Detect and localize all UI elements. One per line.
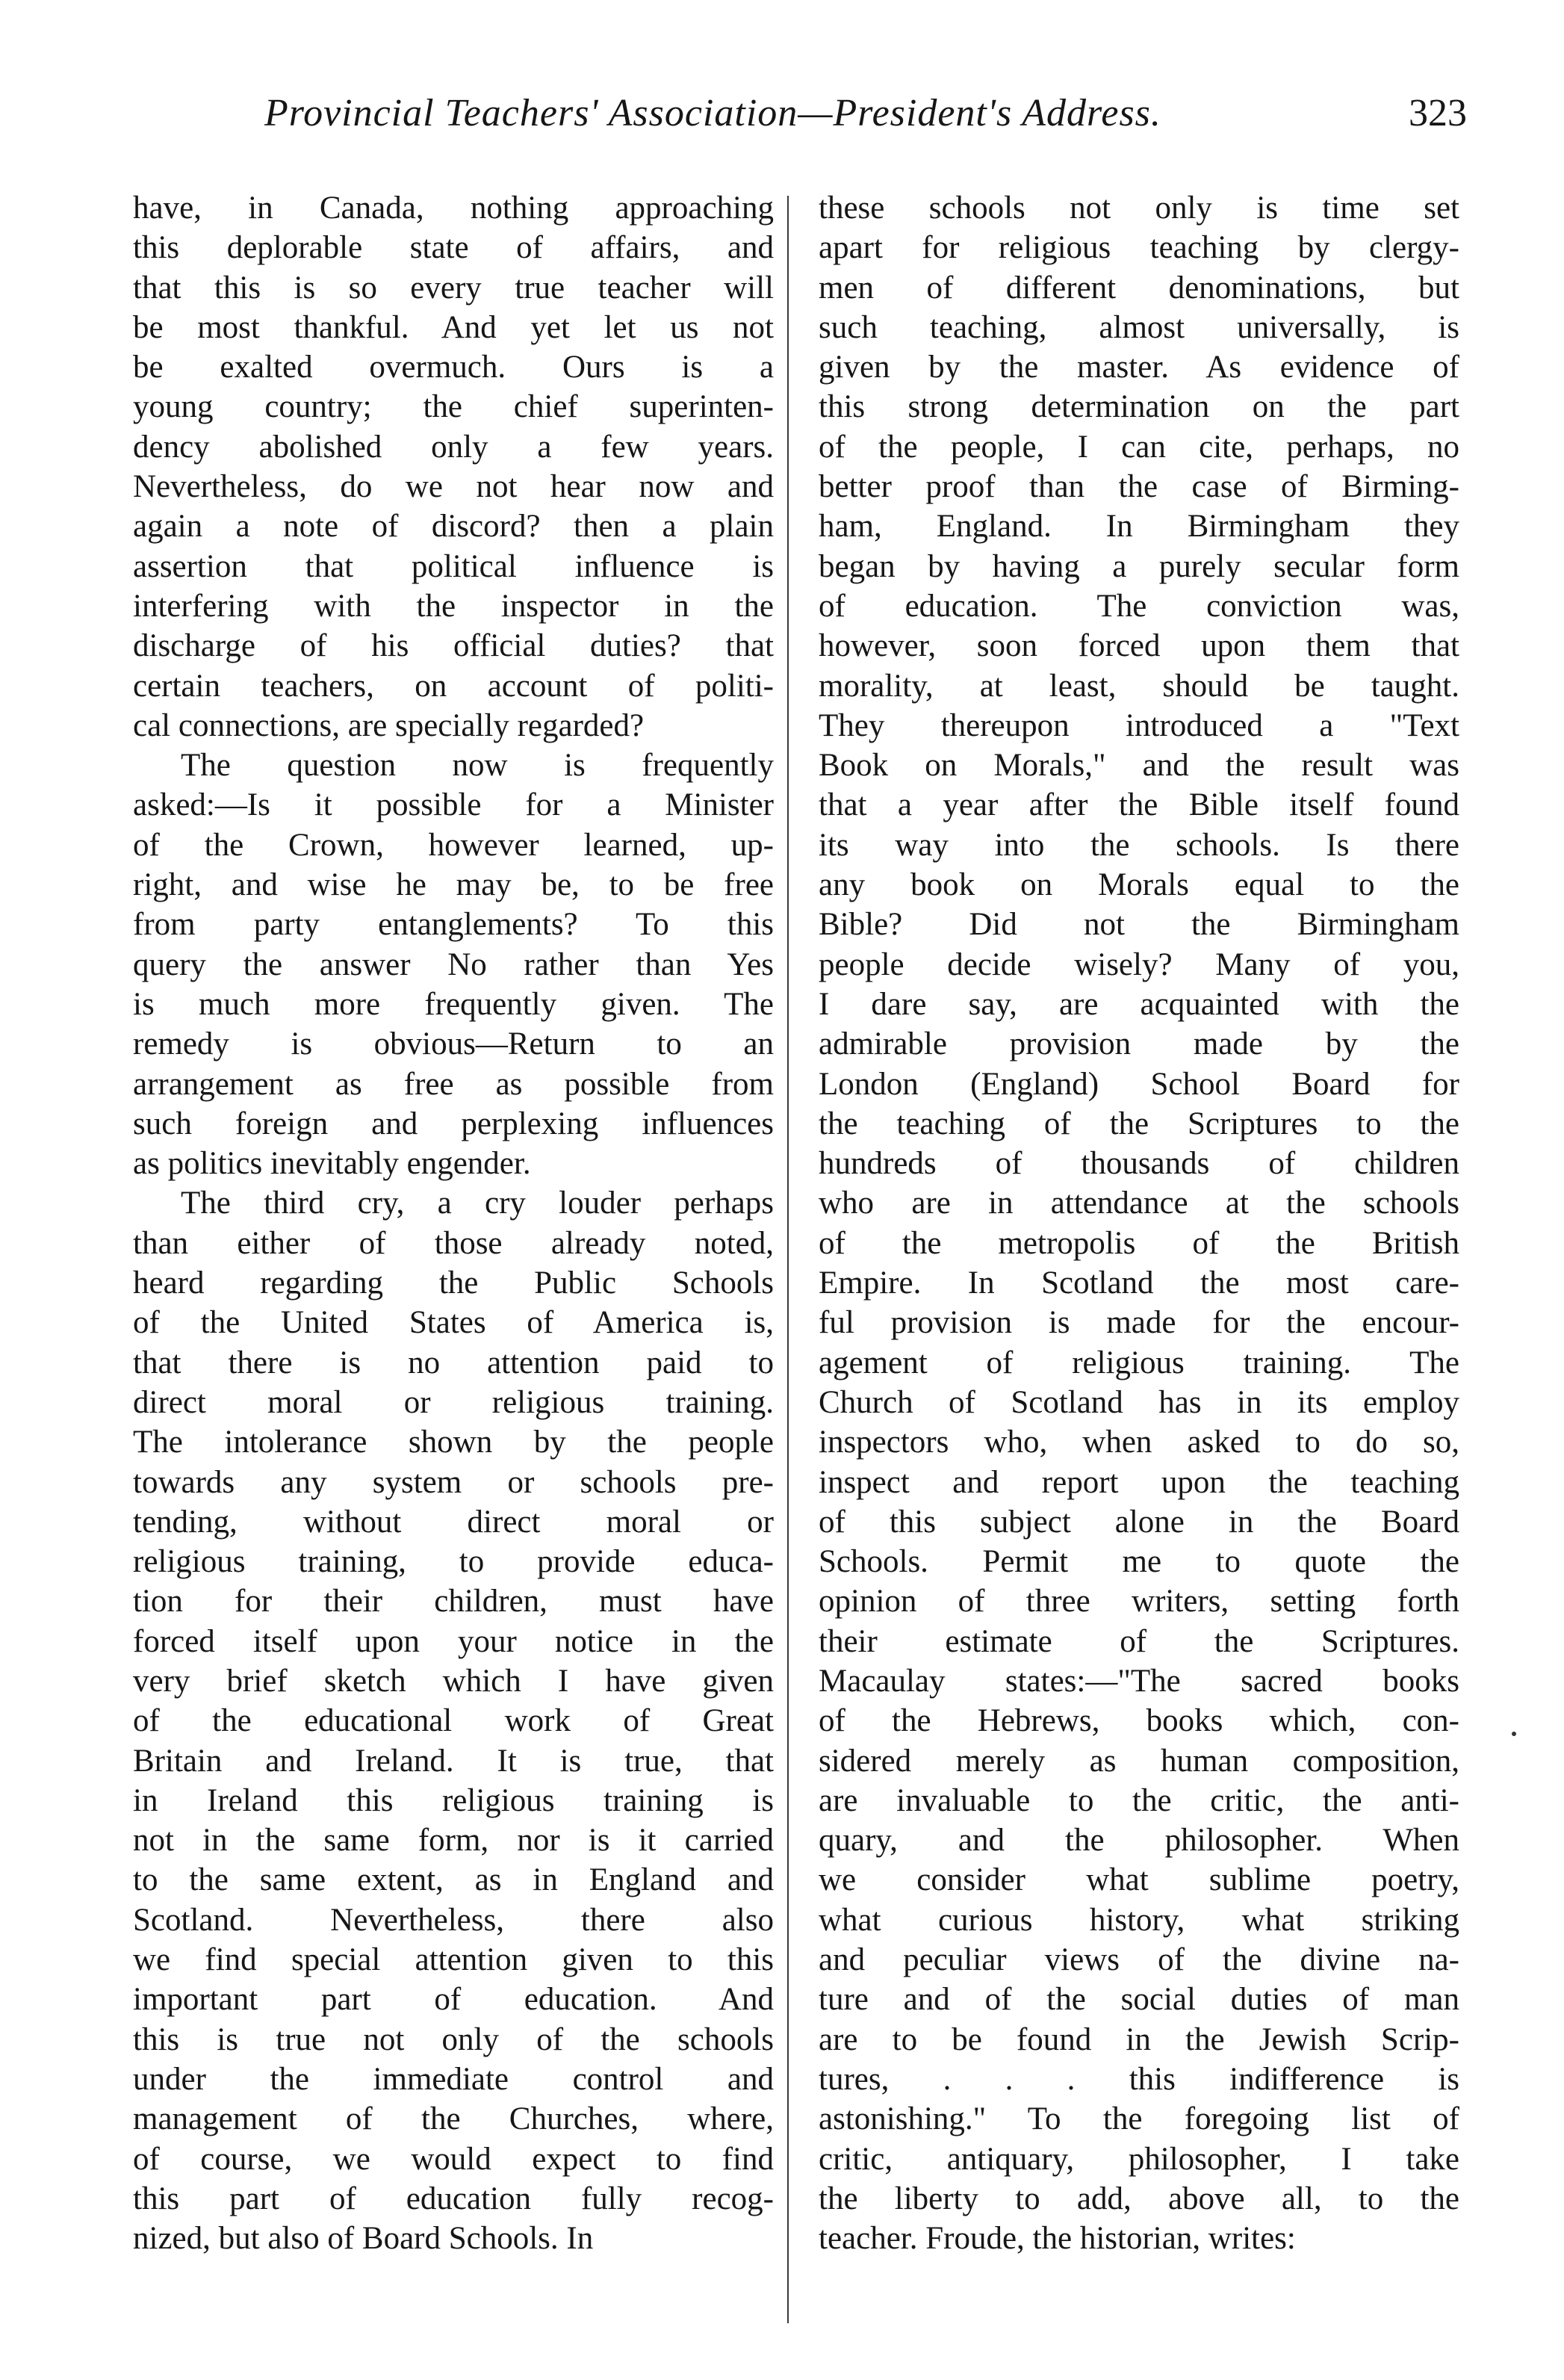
text-line: quary, and the philosopher. When [819, 1823, 1459, 1859]
text-line: of the people, I can cite, perhaps, no [819, 429, 1459, 465]
text-line: certain teachers, on account of politi- [133, 668, 774, 704]
text-line: again a note of discord? then a plain [133, 509, 774, 545]
text-line: not in the same form, nor is it carried [133, 1823, 774, 1859]
text-line: management of the Churches, where, [133, 2101, 774, 2137]
text-line: that this is so every true teacher will [133, 270, 774, 306]
text-line: the liberty to add, above all, to the [819, 2181, 1459, 2216]
text-line: any book on Morals equal to the [819, 867, 1459, 903]
text-line: cal connections, are specially regarded? [133, 707, 645, 743]
text-line: young country; the chief superinten- [133, 389, 774, 425]
text-line: their estimate of the Scriptures. [819, 1623, 1459, 1659]
text-line: critic, antiquary, philosopher, I take [819, 2141, 1459, 2177]
text-line: They thereupon introduced a "Text [819, 707, 1459, 743]
text-line: morality, at least, should be taught. [819, 668, 1459, 704]
text-line: that a year after the Bible itself found [819, 787, 1459, 823]
text-line: apart for religious teaching by clergy- [819, 230, 1459, 266]
text-line: Empire. In Scotland the most care- [819, 1265, 1459, 1301]
text-line: asked:—Is it possible for a Minister [133, 787, 774, 823]
text-line: of the United States of America is, [133, 1305, 774, 1341]
text-line: of course, we would expect to find [133, 2141, 774, 2177]
text-line: Britain and Ireland. It is true, that [133, 1743, 774, 1779]
text-line: and peculiar views of the divine na- [819, 1942, 1459, 1978]
text-line: in Ireland this religious training is [133, 1782, 774, 1818]
right-column [819, 188, 1459, 2347]
text-line: this part of education fully recog- [133, 2181, 774, 2216]
text-line: be most thankful. And yet let us not [133, 309, 774, 345]
text-line: that there is no attention paid to [133, 1345, 774, 1380]
text-line: have, in Canada, nothing approaching [133, 190, 774, 226]
text-line: The question now is frequently [181, 748, 774, 784]
text-line: ham, England. In Birmingham they [819, 509, 1459, 545]
text-line: direct moral or religious training. [133, 1384, 774, 1420]
text-line: London (England) School Board for [819, 1066, 1459, 1102]
text-line: such teaching, almost universally, is [819, 309, 1459, 345]
text-line: of the educational work of Great [133, 1703, 774, 1739]
text-line: of this subject alone in the Board [819, 1504, 1459, 1540]
text-line: sidered merely as human composition, [819, 1743, 1459, 1779]
text-line: given by the master. As evidence of [819, 350, 1459, 385]
text-line: as politics inevitably engender. [133, 1146, 531, 1182]
running-title: Provincial Teachers' Association—President's Address. [264, 92, 1161, 134]
text-line: very brief sketch which I have given [133, 1663, 774, 1699]
text-line: teacher. Froude, the historian, writes: [819, 2221, 1296, 2257]
text-line: people decide wisely? Many of you, [819, 946, 1459, 982]
text-line: from party entanglements? To this [133, 907, 774, 943]
text-line: right, and wise he may be, to be free [133, 867, 774, 903]
text-line: this strong determination on the part [819, 389, 1459, 425]
text-line: is much more frequently given. The [133, 986, 774, 1022]
text-line: this deplorable state of affairs, and [133, 230, 774, 266]
text-line: be exalted overmuch. Ours is a [133, 350, 774, 385]
text-line: assertion that political influence is [133, 548, 774, 584]
text-line: however, soon forced upon them that [819, 628, 1459, 664]
text-line: The third cry, a cry louder perhaps [181, 1186, 774, 1221]
text-line: the teaching of the Scriptures to the [819, 1106, 1459, 1141]
text-line: agement of religious training. The [819, 1345, 1459, 1380]
text-line: ture and of the social duties of man [819, 1982, 1459, 2018]
text-line: these schools not only is time set [819, 190, 1459, 226]
text-line: of the Crown, however learned, up- [133, 827, 774, 863]
text-line: Book on Morals," and the result was [819, 748, 1459, 784]
text-line: its way into the schools. Is there [819, 827, 1459, 863]
text-line: we find special attention given to this [133, 1942, 774, 1978]
text-line: Macaulay states:—"The sacred books [819, 1663, 1459, 1699]
text-line: nized, but also of Board Schools. In [133, 2221, 594, 2257]
text-line: interfering with the inspector in the [133, 588, 774, 624]
text-line: I dare say, are acquainted with the [819, 986, 1459, 1022]
text-line: important part of education. And [133, 1982, 774, 2018]
text-line: tures, . . . this indifference is [819, 2061, 1459, 2097]
text-line: discharge of his official duties? that [133, 628, 774, 664]
text-line: of the Hebrews, books which, con- [819, 1703, 1459, 1739]
text-line: Schools. Permit me to quote the [819, 1544, 1459, 1580]
text-line: to the same extent, as in England and [133, 1862, 774, 1898]
text-line: opinion of three writers, setting forth [819, 1584, 1459, 1620]
text-line: such foreign and perplexing influences [133, 1106, 774, 1141]
text-line: tion for their children, must have [133, 1584, 774, 1620]
text-line: ful provision is made for the encour- [819, 1305, 1459, 1341]
text-line: dency abolished only a few years. [133, 429, 774, 465]
text-line: inspectors who, when asked to do so, [819, 1425, 1459, 1460]
text-line: are to be found in the Jewish Scrip- [819, 2021, 1459, 2057]
text-line: arrangement as free as possible from [133, 1066, 774, 1102]
text-line: remedy is obvious—Return to an [133, 1026, 774, 1062]
text-line: hundreds of thousands of children [819, 1146, 1459, 1182]
text-line: began by having a purely secular form [819, 548, 1459, 584]
text-line: astonishing." To the foregoing list of [819, 2101, 1459, 2137]
text-line: admirable provision made by the [819, 1026, 1459, 1062]
running-head [264, 91, 1467, 163]
text-line: what curious history, what striking [819, 1902, 1459, 1938]
text-line: are invaluable to the critic, the anti- [819, 1782, 1459, 1818]
margin-speck [1512, 1732, 1516, 1736]
page-number: 323 [1409, 92, 1467, 134]
text-line: forced itself upon your notice in the [133, 1623, 774, 1659]
text-line: query the answer No rather than Yes [133, 946, 774, 982]
text-line: tending, without direct moral or [133, 1504, 774, 1540]
text-line: we consider what sublime poetry, [819, 1862, 1459, 1898]
text-line: under the immediate control and [133, 2061, 774, 2097]
text-line: Scotland. Nevertheless, there also [133, 1902, 774, 1938]
text-line: than either of those already noted, [133, 1225, 774, 1261]
text-line: of education. The conviction was, [819, 588, 1459, 624]
text-line: of the metropolis of the British [819, 1225, 1459, 1261]
text-line: men of different denominations, but [819, 270, 1459, 306]
text-line: this is true not only of the schools [133, 2021, 774, 2057]
text-line: The intolerance shown by the people [133, 1425, 774, 1460]
text-line: religious training, to provide educa- [133, 1544, 774, 1580]
text-line: better proof than the case of Birming- [819, 469, 1459, 505]
text-line: Nevertheless, do we not hear now and [133, 469, 774, 505]
text-line: heard regarding the Public Schools [133, 1265, 774, 1301]
text-line: inspect and report upon the teaching [819, 1464, 1459, 1500]
text-line: who are in attendance at the schools [819, 1186, 1459, 1221]
text-line: towards any system or schools pre- [133, 1464, 774, 1500]
column-divider [787, 196, 789, 2323]
text-line: Bible? Did not the Birmingham [819, 907, 1459, 943]
text-line: Church of Scotland has in its employ [819, 1384, 1459, 1420]
left-column [133, 188, 774, 2347]
